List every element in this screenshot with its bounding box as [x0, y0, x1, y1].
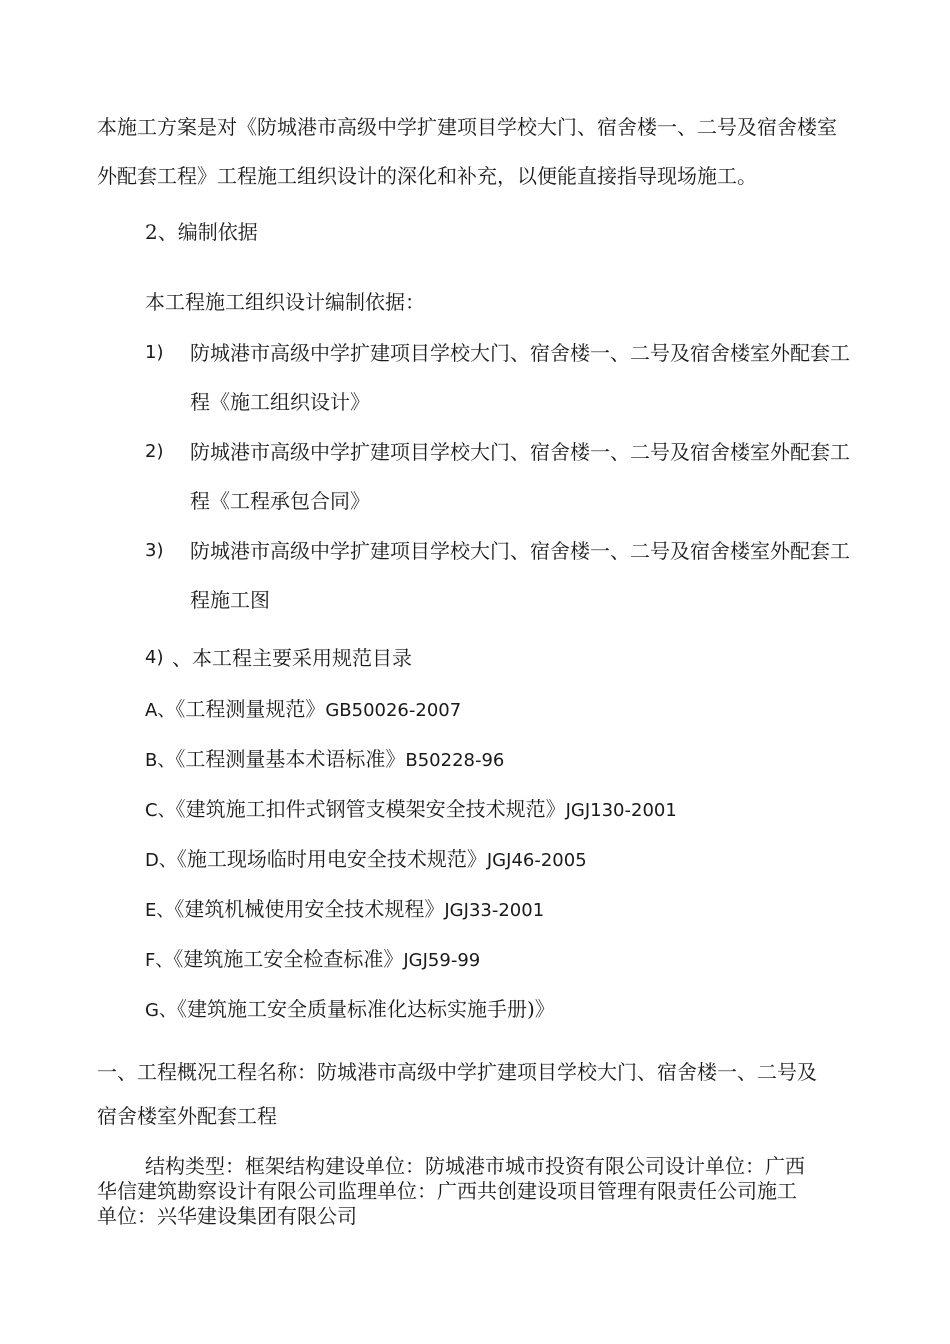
standard-item: [145, 799, 677, 820]
list-item-number: 3): [145, 540, 164, 561]
overview-paragraph-line-3: 单位：兴华建设集团有限公司: [97, 1204, 357, 1228]
standard-name: 《建筑机械使用安全技术规程》: [174, 897, 445, 921]
list-item-line-2: 程施工图: [190, 588, 270, 612]
standard-letter: C、: [145, 800, 176, 821]
standard-code: JGJ130-2001: [565, 800, 677, 821]
list-item-line-2: 程《工程承包合同》: [190, 489, 370, 513]
section-heading: 2、编制依据: [145, 220, 258, 244]
standard-name: 《建筑施工安全检查标准》: [173, 947, 404, 971]
standard-code: JGJ59-99: [403, 950, 481, 971]
standard-item: [145, 849, 587, 870]
overview-line-1: 一、工程概况工程名称：防城港市高级中学扩建项目学校大门、宿舍楼一、二号及: [97, 1060, 817, 1084]
list-item-number: 1): [145, 342, 164, 363]
standard-name: 《建筑施工扣件式钢管支模架安全技术规范》: [175, 797, 566, 821]
standard-letter: G、: [145, 1000, 177, 1021]
overview-paragraph-line-2: 华信建筑勘察设计有限公司监理单位：广西共创建设项目管理有限责任公司施工: [97, 1179, 797, 1203]
standard-item: [145, 999, 555, 1020]
standard-item: [145, 899, 544, 920]
overview-paragraph-line-1: 结构类型：框架结构建设单位：防城港市城市投资有限公司设计单位：广西: [145, 1154, 805, 1178]
list-item-line-1: 防城港市高级中学扩建项目学校大门、宿舍楼一、二号及宿舍楼室外配套工: [190, 440, 850, 464]
list-item-line-1: 防城港市高级中学扩建项目学校大门、宿舍楼一、二号及宿舍楼室外配套工: [190, 539, 850, 563]
list-item-text: 、本工程主要采用规范目录: [172, 646, 412, 670]
standard-item: [145, 949, 480, 970]
list-item-number: 4): [145, 647, 164, 668]
list-item-line-1: 防城港市高级中学扩建项目学校大门、宿舍楼一、二号及宿舍楼室外配套工: [190, 341, 850, 365]
standard-letter: E、: [145, 900, 175, 921]
standard-letter: F、: [145, 950, 174, 971]
standard-name: 《施工现场临时用电安全技术规范》: [176, 847, 487, 871]
intro-line-1: 本施工方案是对《防城港市高级中学扩建项目学校大门、宿舍楼一、二号及宿舍楼室: [97, 115, 837, 139]
section-lead: 本工程施工组织设计编制依据：: [145, 290, 425, 314]
list-item-number: 2): [145, 441, 164, 462]
standard-name: 《建筑施工安全质量标准化达标实施手册)》: [176, 997, 555, 1021]
standard-item: [145, 749, 504, 770]
standard-code: GB50026-2007: [325, 700, 462, 721]
standard-code: JGJ33-2001: [444, 900, 545, 921]
overview-line-2: 宿舍楼室外配套工程: [97, 1104, 277, 1128]
standard-code: B50228-96: [405, 750, 505, 771]
list-item-line-2: 程《施工组织设计》: [190, 390, 370, 414]
standard-code: JGJ46-2005: [486, 850, 587, 871]
standard-name: 《工程测量基本术语标准》: [175, 747, 406, 771]
standard-item: [145, 699, 461, 720]
standard-letter: A、: [145, 700, 176, 721]
standard-name: 《工程测量规范》: [175, 697, 326, 721]
standard-letter: B、: [145, 750, 176, 771]
standard-letter: D、: [145, 850, 177, 871]
intro-line-2: 外配套工程》工程施工组织设计的深化和补充，以便能直接指导现场施工。: [97, 164, 757, 188]
